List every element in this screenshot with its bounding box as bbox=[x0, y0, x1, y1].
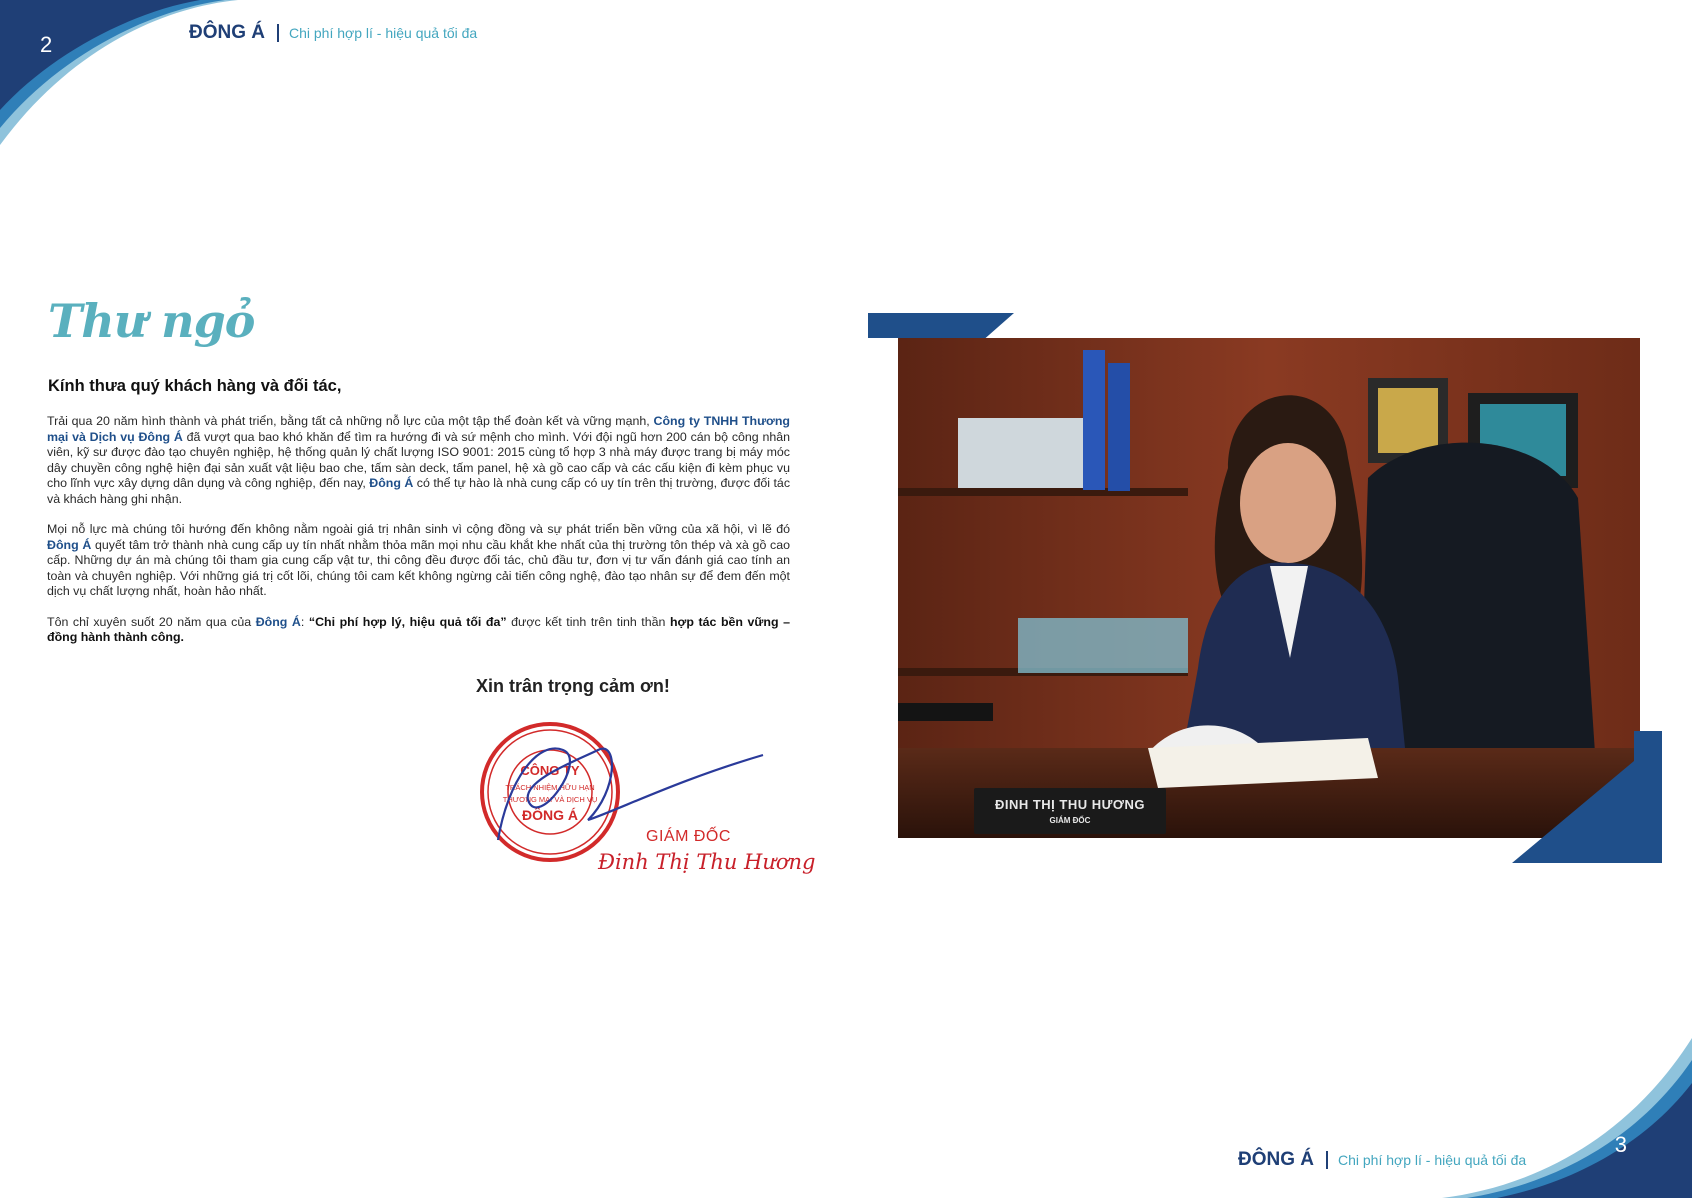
paragraph-3 bbox=[47, 615, 790, 646]
p1-company-name: Công ty TNHH Thương mại và Dịch vụ Đông Á bbox=[47, 414, 791, 444]
nameplate-name: ĐINH THỊ THU HƯƠNG bbox=[994, 797, 1146, 812]
p3-motto: “Chi phí hợp lý, hiệu quả tối đa” bbox=[308, 614, 507, 629]
p2-text-a: Mọi nỗ lực mà chúng tôi hướng đến không nằm ngoài giá trị nhân sinh vì cộng đồng và sự phát triển bền vững của xã hội, vì lẽ đó bbox=[47, 522, 790, 536]
svg-text:ĐÔNG Á: ĐÔNG Á bbox=[522, 807, 578, 823]
svg-text:CÔNG TY: CÔNG TY bbox=[520, 763, 580, 778]
svg-text:TRÁCH NHIỆM HỮU HẠN: TRÁCH NHIỆM HỮU HẠN bbox=[505, 783, 595, 792]
paragraph-2 bbox=[47, 522, 790, 600]
footer-brand: ĐÔNG Á bbox=[1238, 1149, 1314, 1170]
header-bottom bbox=[1238, 1149, 1526, 1171]
letter-salutation: Kính thưa quý khách hàng và đối tác, bbox=[48, 377, 342, 395]
p1-text-b: đã vượt qua bao khó khăn để tìm ra hướng đi và sứ mệnh cho mình. Với đội ngũ hơn 200 cán bộ công nhân viên, kỹ sư được đào tạo chuyên nghiệp, hệ thống quản lý chất lượng ISO 9001: 2015 cùng tổ hợp 3 nhà máy được trang bị máy móc dây chuyền công nghệ hiện đại sản xuất vật liệu bao che, tấm sàn deck, tấm panel, hệ xà gồ cao cấp và các cấu kiện đi kèm phục vụ cho lĩnh vực xây dựng dân dụng và công nghiệp, đến nay, bbox=[47, 429, 791, 490]
p3-brand: Đông Á bbox=[255, 614, 301, 629]
header-tagline: Chi phí hợp lí - hiệu quả tối đa bbox=[289, 25, 478, 41]
director-photo-block bbox=[868, 313, 1662, 863]
signature-role: GIÁM ĐỐC bbox=[646, 828, 731, 845]
p1-text-c: có thể tự hào là nhà cung cấp có uy tín trên thị trường, được đối tác và khách hàng ghi nhận. bbox=[47, 476, 791, 506]
p1-brand: Đông Á bbox=[369, 476, 414, 490]
letter-closing: Xin trân trọng cảm ơn! bbox=[476, 676, 670, 696]
footer-tagline: Chi phí hợp lí - hiệu quả tối đa bbox=[1338, 1152, 1527, 1168]
p3-text-b: : bbox=[300, 614, 309, 629]
nameplate-role: GIÁM ĐỐC bbox=[1049, 816, 1091, 825]
letter-title: Thư ngỏ bbox=[48, 294, 255, 348]
triangle-accent-bottom-right bbox=[1512, 731, 1662, 863]
svg-text:THƯƠNG MẠI VÀ DỊCH VỤ: THƯƠNG MẠI VÀ DỊCH VỤ bbox=[502, 795, 598, 804]
page-number-right: 3 bbox=[1614, 1132, 1627, 1157]
p3-text-c: được kết tinh trên tinh thần bbox=[506, 614, 670, 629]
letter-body bbox=[47, 414, 790, 661]
paragraph-1 bbox=[47, 414, 790, 507]
p2-text-b: quyết tâm trở thành nhà cung cấp uy tín nhất nhằm thỏa mãn mọi nhu cầu khắt khe nhất của thị trường tôn thép và xà gồ cao cấp. Những dự án mà chúng tôi tham gia cung cấp vật tư, thi công đều được đối tác, chủ đầu tư, đơn vị tư vấn đánh giá cao tính an toàn và chuyên nghiệp. Với những giá trị cốt lõi, chúng tôi cam kết không ngừng cải tiến công nghệ, đào tạo nhân sự để đem đến một dịch vụ chất lượng nhất, hoàn hảo nhất. bbox=[47, 537, 791, 598]
signature-name: Đinh Thị Thu Hương bbox=[598, 850, 816, 874]
page-number-left: 2 bbox=[40, 32, 53, 57]
header-divider bbox=[277, 24, 279, 42]
p1-text-a: Trải qua 20 năm hình thành và phát triển, bằng tất cả những nỗ lực của một tập thể đoàn kết và vững mạnh, bbox=[47, 414, 654, 428]
p3-text-a: Tôn chỉ xuyên suốt 20 năm qua của bbox=[47, 614, 256, 629]
header-brand: ĐÔNG Á bbox=[189, 22, 265, 43]
p2-brand: Đông Á bbox=[47, 537, 92, 552]
corner-swoosh-bottom-right bbox=[1422, 1038, 1692, 1198]
footer-divider bbox=[1326, 1151, 1328, 1169]
desk-nameplate bbox=[974, 788, 1166, 834]
p3-spirit: hợp tác bền vững – đồng hành thành công. bbox=[47, 614, 790, 644]
header-top bbox=[189, 22, 477, 44]
